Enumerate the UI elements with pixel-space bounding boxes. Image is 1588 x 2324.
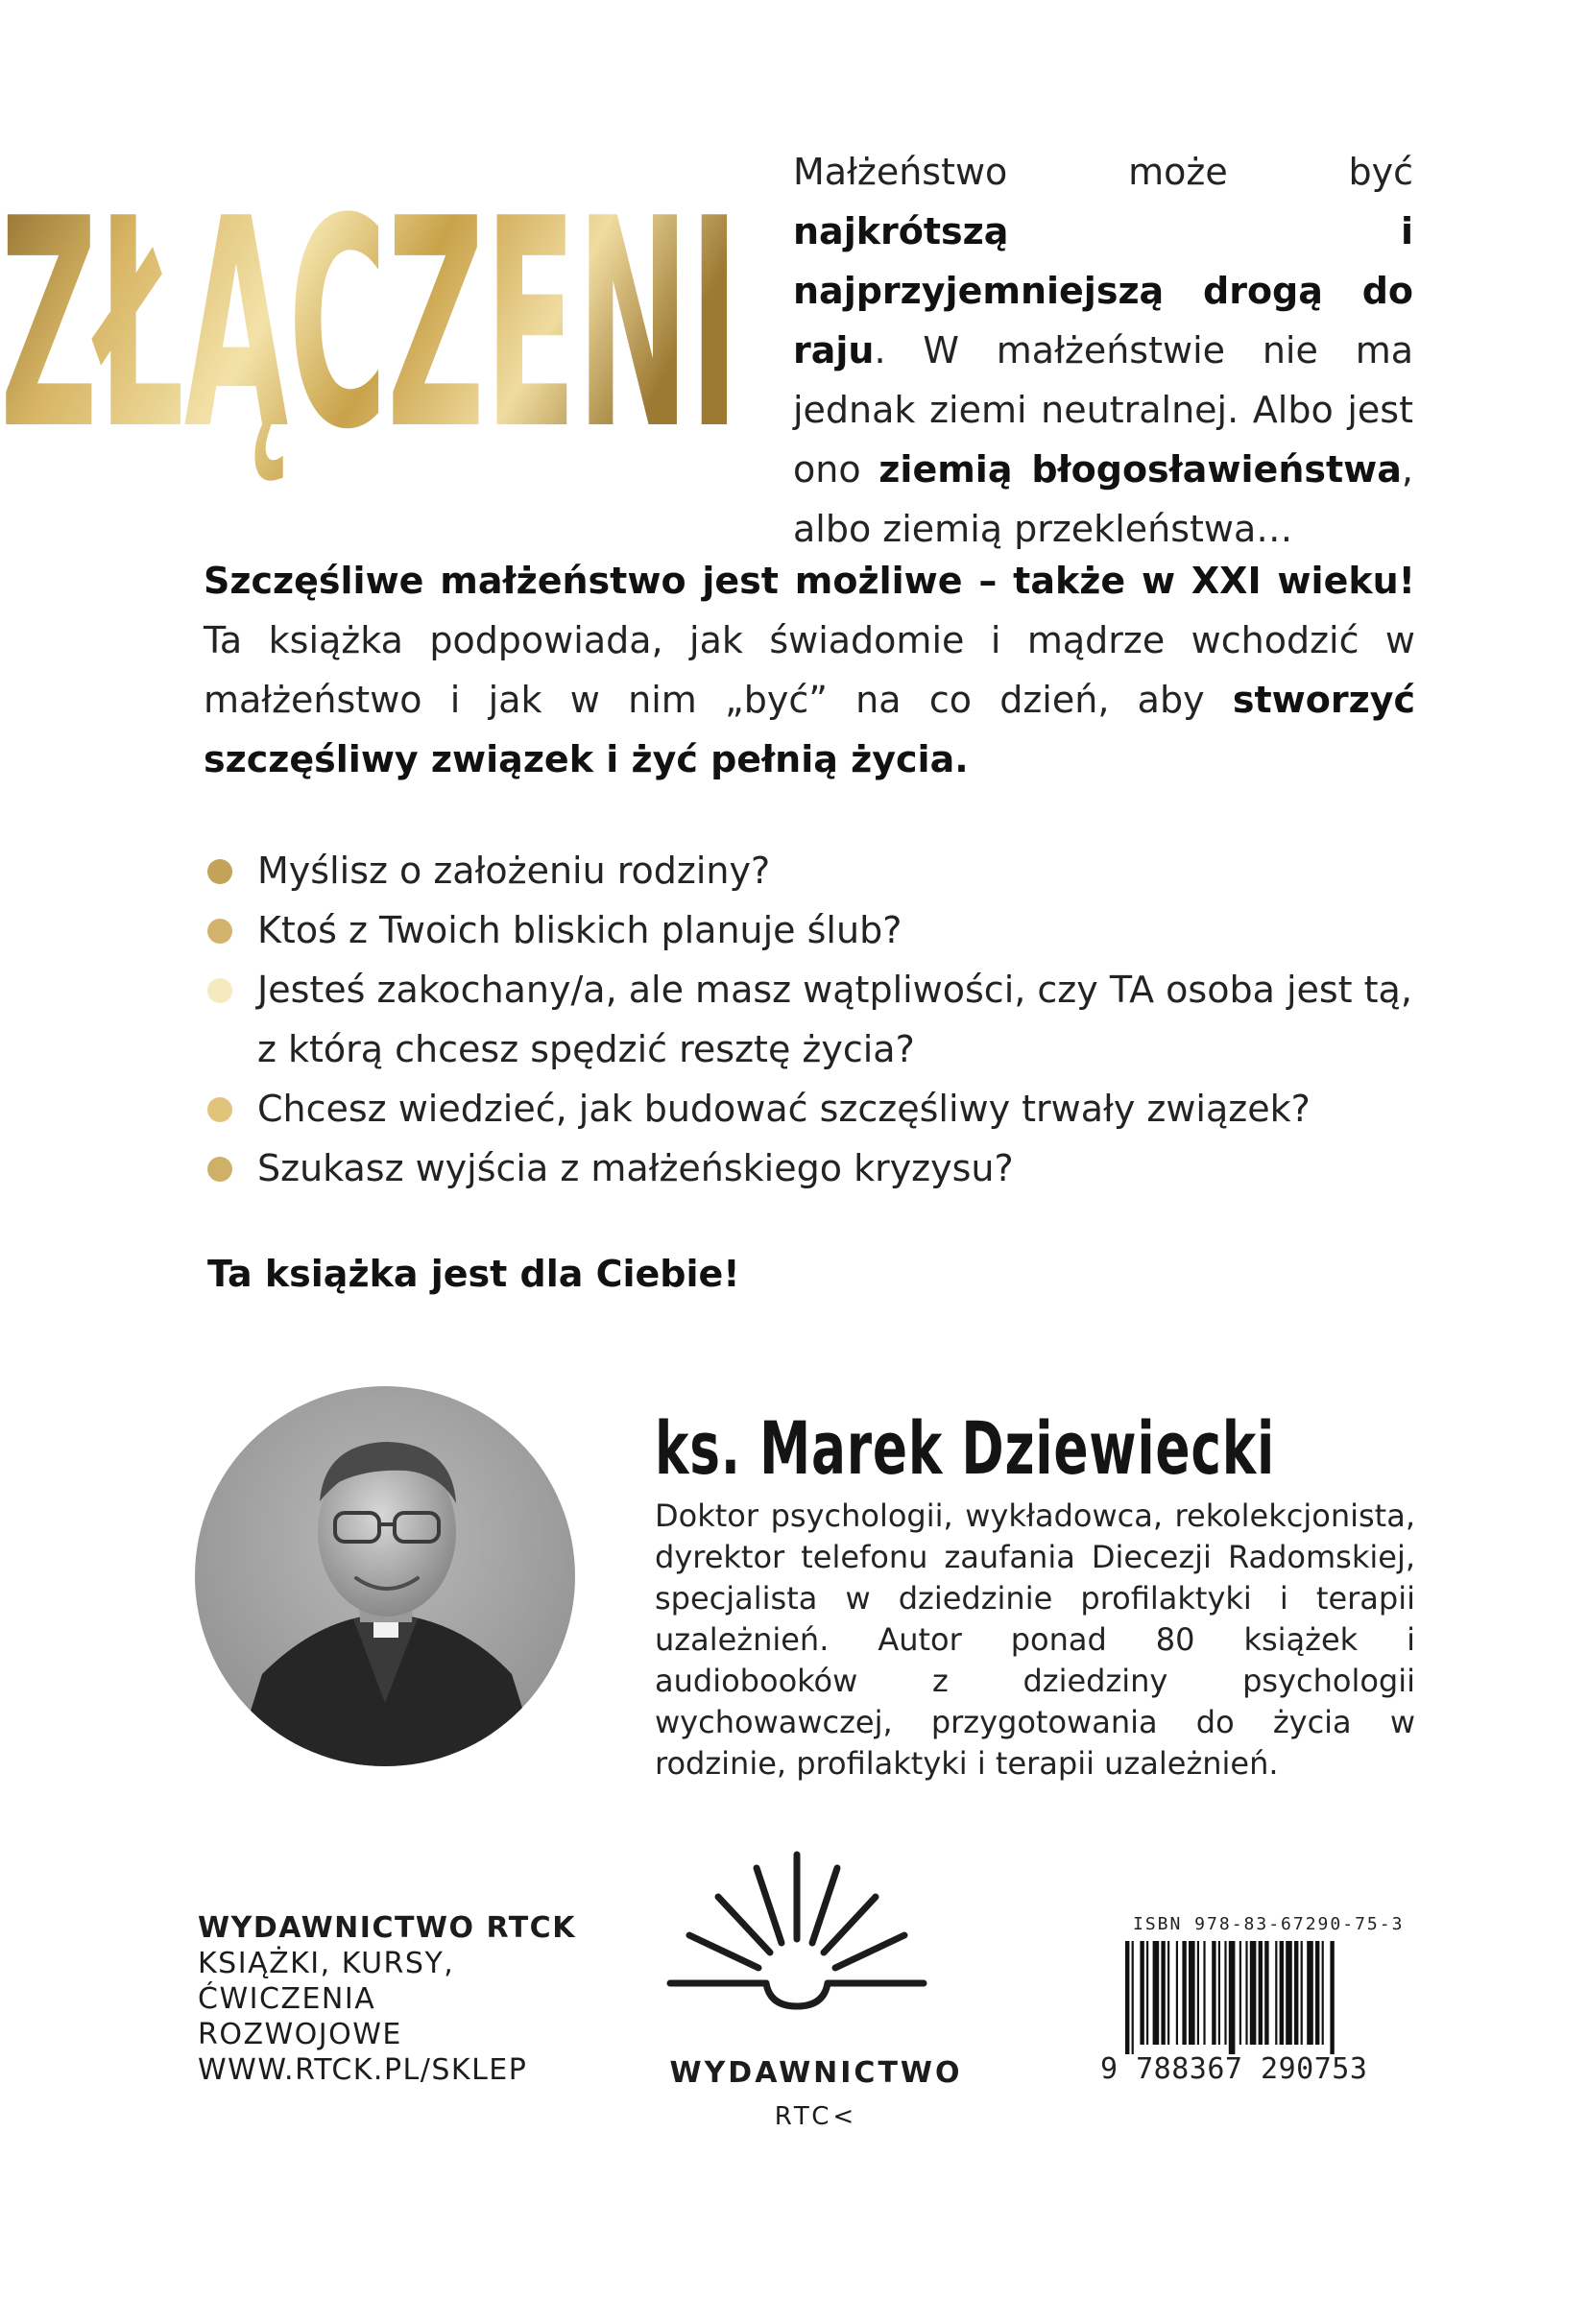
publisher-logo-icon bbox=[662, 1843, 931, 2035]
bullet-dot-icon bbox=[207, 919, 232, 944]
barcode-bar bbox=[1275, 1941, 1277, 2045]
barcode-bar bbox=[1218, 1941, 1220, 2045]
barcode-bar bbox=[1245, 1941, 1247, 2045]
barcode-bar bbox=[1322, 1941, 1324, 2045]
barcode-bar bbox=[1140, 1941, 1143, 2045]
publisher-logo-word: WYDAWNICTWO bbox=[669, 2056, 963, 2090]
barcode-bar bbox=[1167, 1941, 1169, 2045]
barcode-bar bbox=[1229, 1941, 1236, 2054]
barcode-bar bbox=[1161, 1941, 1165, 2045]
barcode-bar bbox=[1315, 1941, 1319, 2045]
bullet-dot-icon bbox=[207, 978, 232, 1003]
publisher-info bbox=[198, 1910, 576, 2088]
barcode-bar bbox=[1212, 1941, 1215, 2045]
barcode-bar bbox=[1330, 1941, 1334, 2054]
intro-segment: . W małżeństwie nie ma jednak ziemi neutralnej. Albo jest ono bbox=[793, 329, 1413, 491]
publisher-line: ĆWICZENIA bbox=[198, 1982, 376, 2016]
barcode-bar bbox=[1125, 1941, 1129, 2054]
barcode-bar bbox=[1176, 1941, 1178, 2045]
barcode-bar bbox=[1197, 1941, 1199, 2045]
barcode-bar bbox=[1250, 1941, 1257, 2045]
list-item: Ktoś z Twoich bliskich planuje ślub? bbox=[204, 900, 1423, 960]
barcode-bar bbox=[1239, 1941, 1241, 2045]
barcode-bar bbox=[1286, 1941, 1292, 2045]
barcode-bar bbox=[1153, 1941, 1160, 2045]
closing-statement: Ta książka jest dla Ciebie! bbox=[207, 1253, 740, 1295]
isbn-label: ISBN 978-83-67290-75-3 bbox=[1133, 1914, 1405, 1934]
author-bio: Doktor psychologii, wykładowca, rekolekcjonista, dyrektor telefonu zaufania Diecezji Radomskiej, specjalista w dziedzinie profilaktyki i terapii uzależnień. Autor ponad 80 książek i audiobooków z dziedziny psychologii wychowawczej, przygotowania do życia w rodzinie, profilaktyki i terapii uzależnień. bbox=[655, 1497, 1415, 1782]
intro-paragraph bbox=[793, 142, 1413, 559]
list-item: Szukasz wyjścia z małżeńskiego kryzysu? bbox=[204, 1138, 1423, 1198]
barcode-bar bbox=[1264, 1941, 1268, 2045]
bullet-dot-icon bbox=[207, 859, 232, 884]
author-photo bbox=[195, 1386, 575, 1766]
lead-segment: Ta książka podpowiada, jak świadomie i mądrze wchodzić w małżeństwo i jak w nim „być” na co dzień, aby bbox=[204, 619, 1415, 721]
book-title-text: ZŁĄCZENI bbox=[0, 157, 739, 492]
barcode-bar bbox=[1146, 1941, 1148, 2045]
intro-segment: , albo ziemią przekleństwa… bbox=[793, 448, 1413, 550]
barcode-bar bbox=[1132, 1941, 1134, 2054]
barcode-digits: 9 788367 290753 bbox=[1100, 2052, 1368, 2086]
barcode-bar bbox=[1203, 1941, 1205, 2045]
barcode-bar bbox=[1294, 1941, 1298, 2045]
barcode-bar bbox=[1224, 1941, 1226, 2045]
barcode-bar bbox=[1280, 1941, 1284, 2045]
list-item: Jesteś zakochany/a, ale masz wątpliwości, czy TA osoba jest tą, z którą chcesz spędzić resztę życia? bbox=[204, 960, 1423, 1079]
intro-segment: ziemią błogosławieństwa bbox=[878, 448, 1402, 491]
barcode-bar bbox=[1189, 1941, 1195, 2045]
bullet-dot-icon bbox=[207, 1097, 232, 1122]
barcode-bar bbox=[1307, 1941, 1313, 2045]
barcode-bar bbox=[1182, 1941, 1186, 2045]
book-title bbox=[0, 134, 749, 499]
author-name: ks. Marek Dziewiecki bbox=[655, 1405, 1276, 1491]
lead-segment: Szczęśliwe małżeństwo jest możliwe – także w XXI wieku! bbox=[204, 560, 1415, 602]
lead-segment: stworzyć szczęśliwy związek i żyć pełnią życia. bbox=[204, 679, 1415, 780]
lead-paragraph bbox=[204, 551, 1415, 789]
barcode-bar bbox=[1301, 1941, 1303, 2045]
list-item: Myślisz o założeniu rodziny? bbox=[204, 841, 1423, 900]
barcode-bar bbox=[1259, 1941, 1263, 2045]
publisher-name: WYDAWNICTWO RTCK bbox=[198, 1911, 576, 1945]
bullet-dot-icon bbox=[207, 1157, 232, 1182]
question-list bbox=[204, 841, 1423, 1198]
intro-segment: najkrótszą i najprzyjemniejszą drogą do raju bbox=[793, 210, 1413, 371]
publisher-website: WWW.RTCK.PL/SKLEP bbox=[198, 2053, 528, 2087]
publisher-logo-sub: RTC< bbox=[774, 2102, 858, 2131]
list-item: Chcesz wiedzieć, jak budować szczęśliwy trwały związek? bbox=[204, 1079, 1423, 1138]
barcode bbox=[1123, 1941, 1392, 2054]
publisher-line: ROZWOJOWE bbox=[198, 2018, 402, 2051]
publisher-line: KSIĄŻKI, KURSY, bbox=[198, 1947, 455, 1980]
intro-segment: Małżeństwo może być bbox=[793, 151, 1413, 193]
